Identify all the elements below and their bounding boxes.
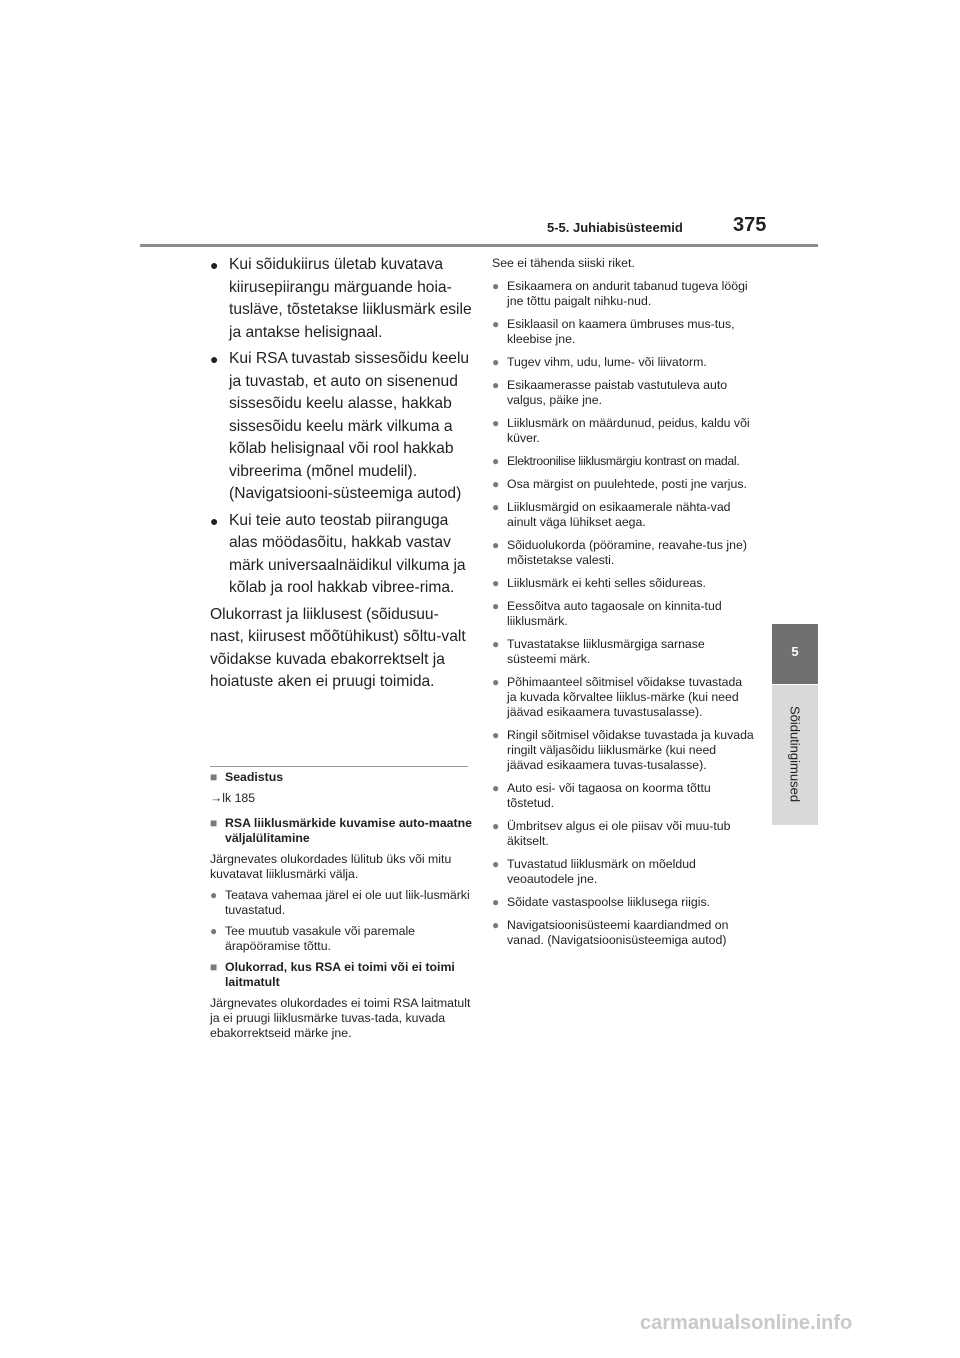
bullet-icon: ● <box>210 351 219 367</box>
bullet-icon: ● <box>492 781 500 795</box>
list-item: ● Ümbritsev algus ei ole piisav või muu-tub äkitselt. <box>492 819 731 848</box>
list-item: ● Esikaamera on andurit tabanud tugeva löögi jne tõttu paigalt nihku-nud. <box>492 279 748 308</box>
list-item: ● Kui RSA tuvastab sissesõidu keelu ja tuvastab, et auto on sisenenud sissesõidu keelu alasse, hakkab sissesõidu keelu märk vilkuma a kõlab helisignaal või rool hakkab vibreerima (mõnel mudelil). (Navigatsiooni-süsteemiga autod) <box>210 350 470 502</box>
list-item: ● Liiklusmärk on määrdunud, peidus, kaldu või küver. <box>492 416 750 445</box>
intro-text: See ei tähenda siiski riket. <box>492 256 635 270</box>
watermark: carmanualsonline.info <box>640 1312 853 1334</box>
bullet-icon: ● <box>210 257 219 273</box>
list-item: ● Kui teie auto teostab piiranguga alas möödasõitu, hakkab vastav märk universaalnäidikul vilkuma ja kõlab ja rool hakkab vibree-rima. <box>210 511 466 596</box>
list-item: ● Esikaamerasse paistab vastutuleva auto valgus, päike jne. <box>492 378 728 407</box>
section-divider <box>210 766 468 767</box>
list-item: ● Tee muutub vasakule või paremale ärapööramise tõttu. <box>210 924 416 953</box>
square-bullet-icon: ■ <box>210 770 218 784</box>
chapter-number: 5 <box>791 644 799 659</box>
bullet-icon: ● <box>492 918 500 932</box>
section-title: 5-5. Juhiabisüsteemid <box>547 220 683 235</box>
bullet-icon: ● <box>492 895 500 909</box>
list-item: ● Auto esi- või tagaosa on koorma tõttu tõstetud. <box>492 781 711 810</box>
chapter-label-box <box>772 684 818 824</box>
list-item: ● Kui sõidukiirus ületab kuvatava kiirusepiirangu märguande hoia-tusläve, tõstetakse liiklusmärk esile ja antakse helisignaal. <box>210 256 472 341</box>
list-item: ● Esiklaasil on kaamera ümbruses mus-tus, kleebise jne. <box>492 317 735 346</box>
left-notes <box>210 770 472 1047</box>
bullet-icon: ● <box>492 355 500 369</box>
bullet-icon: ● <box>492 416 500 430</box>
header-rule <box>140 244 818 247</box>
list-item: ● Liiklusmärgid on esikaamerale nähta-vad ainult väga lühikset aega. <box>492 500 731 529</box>
list-item: ● Navigatsioonisüsteemi kaardiandmed on vanad. (Navigatsioonisüsteemiga autod) <box>492 918 729 947</box>
arrow-icon: → <box>210 791 223 805</box>
bullet-icon: ● <box>492 675 500 689</box>
list-item: ● Osa märgist on puulehtede, posti jne varjus. <box>492 477 747 491</box>
bullet-icon: ● <box>492 576 500 590</box>
page-reference: →lk 185 <box>210 791 256 805</box>
right-column <box>492 256 754 956</box>
list-item: ● Elektroonilise liiklusmärgiu kontrast on madal. <box>492 454 740 468</box>
bullet-icon: ● <box>492 500 500 514</box>
list-item: ● Sõiduolukorda (pööramine, reavahe-tus jne) mõistetakse valesti. <box>492 538 747 567</box>
note-text: Järgnevates olukordades ei toimi RSA laitmatult ja ei pruugi liiklusmärke tuvas-tada, kuvada ebakorrektseid märke jne. <box>210 996 471 1040</box>
bullet-icon: ● <box>492 378 500 392</box>
bullet-icon: ● <box>492 454 499 468</box>
list-item: ● Tugev vihm, udu, lume- või liivatorm. <box>492 355 707 369</box>
note-heading: ■ Seadistus <box>210 770 284 784</box>
bullet-icon: ● <box>492 637 500 651</box>
note-heading: ■ Olukorrad, kus RSA ei toimi või ei toimi laitmatult <box>210 960 455 989</box>
left-main-content <box>210 254 472 694</box>
list-item: ● Eessõitva auto tagaosale on kinnita-tud liiklusmärk. <box>492 599 722 628</box>
list-item: ● Liiklusmärk ei kehti selles sõidureas. <box>492 576 706 590</box>
list-item: ● Sõidate vastaspoolse liiklusega riigis. <box>492 895 711 909</box>
list-item: ● Tuvastatud liiklusmärk on mõeldud veoautodele jne. <box>492 857 696 886</box>
bullet-icon: ● <box>492 477 500 491</box>
bullet-icon: ● <box>492 728 500 742</box>
square-bullet-icon: ■ <box>210 816 218 830</box>
bullet-icon: ● <box>492 819 500 833</box>
list-item: ● Põhimaanteel sõitmisel võidakse tuvastada ja kuvada kõrvaltee liiklus-märke (kui need jäävad esikaamera tuvastusalasse). <box>492 675 743 719</box>
bullet-icon: ● <box>492 599 500 613</box>
bullet-icon: ● <box>492 317 500 331</box>
bullet-icon: ● <box>492 857 500 871</box>
bullet-icon: ● <box>210 924 218 938</box>
square-bullet-icon: ■ <box>210 960 218 974</box>
chapter-label: Sõidutingimused <box>787 705 803 803</box>
chapter-tab <box>772 624 818 684</box>
bullet-icon: ● <box>210 888 218 902</box>
bullet-icon: ● <box>210 512 219 529</box>
note-heading: ■ RSA liiklusmärkide kuvamise auto-maatne väljalülitamine <box>210 816 472 845</box>
page-number: 375 <box>733 214 767 236</box>
bullet-icon: ● <box>492 279 500 293</box>
list-item: ● Tuvastatakse liiklusmärgiga sarnase süsteemi märk. <box>492 637 705 666</box>
list-item: ● Ringil sõitmisel võidakse tuvastada ja kuvada ringilt väljasõidu liiklusmärke (kui need jäävad esikaamera tuvas-tusalasse). <box>492 728 754 772</box>
bullet-icon: ● <box>492 538 500 552</box>
list-item: ● Teatava vahemaa järel ei ole uut liik-lusmärki tuvastatud. <box>210 888 470 917</box>
body-paragraph: Olukorrast ja liiklusest (sõidusuu-nast, kiirusest mõõtühikust) sõltu-valt võidakse kuvada ebakorrektselt ja hoiatuste aken ei pruugi toimida. <box>210 605 466 690</box>
note-text: Järgnevates olukordades lülitub üks või mitu kuvatavat liiklusmärki välja. <box>210 852 452 881</box>
